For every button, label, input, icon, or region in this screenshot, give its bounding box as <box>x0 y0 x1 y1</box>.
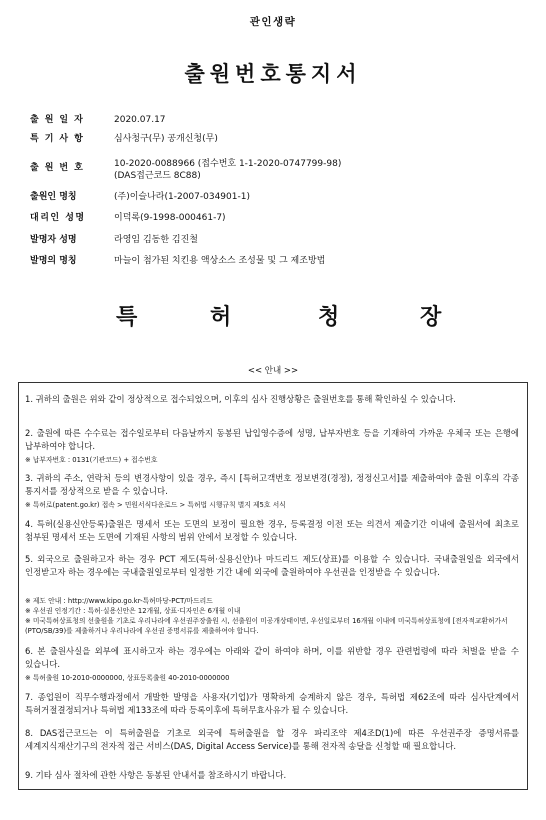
office-char: 장 <box>420 305 442 330</box>
guide-box <box>18 382 528 790</box>
header-stamp-text: 관인생략 <box>249 16 297 28</box>
field-value: 2020.07.17 <box>114 115 166 125</box>
field-label: 대리인 성명 <box>30 213 86 223</box>
guide-item: 7. 종업원이 직무수행과정에서 개발한 발명을 사용자(기업)가 명확하게 승계하지 않은 경우, 특허법 제62조에 따라 심사단계에서 특허거절결정되거나 특허법 제133조에 따라 등록이후에 특허무효사유가 될 수 있습니다. <box>25 692 519 715</box>
guide-item: 6. 본 출원사실을 외부에 표시하고자 하는 경우에는 아래와 같이 하여야 하며, 이를 위반할 경우 관련법령에 따라 처벌을 받을 수 있습니다. <box>25 646 519 669</box>
field-label: 출원번호 <box>30 163 89 173</box>
guide-item: 2. 출원에 따른 수수료는 접수일로부터 다음날까지 동봉된 납입영수증에 성명, 납부자번호 등을 기재하여 가까운 우체국 또는 은행에 납부하여야 합니다. <box>25 428 519 451</box>
field-value: 심사청구(무) 공개신청(무) <box>114 134 218 144</box>
field-label: 출원인 명칭 <box>30 192 77 202</box>
field-value: (주)이슬나라(1-2007-034901-1) <box>114 192 250 202</box>
guide-note: ※ 미국특허상표청의 선출원을 기초로 우리나라에 우선권주장출원 시, 선출원이 미공개상태이면, 우선일로부터 16개월 이내에 미국특허상표청에 [전자적교환허가서(PTO/SB/39)를 제출하거나 우리나라에 우선권 증명서류를 제출하여야 합니다. <box>25 617 508 635</box>
guide-note: ※ 우선권 인정기간 : 특허·실용신안은 12개월, 상표·디자인은 6개월 이내 <box>25 607 241 615</box>
guide-note: ※ 특허출원 10-2010-0000000, 상표등록출원 40-2010-0000000 <box>25 674 230 682</box>
field-label: 발명자 성명 <box>30 235 77 245</box>
field-value-das-code: (DAS접근코드 8C88) <box>114 171 201 181</box>
guide-item: 1. 귀하의 출원은 위와 같이 정상적으로 접수되었으며, 이후의 심사 진행상황은 출원번호를 통해 확인하실 수 있습니다. <box>25 394 456 404</box>
office-char: 특 <box>116 305 138 330</box>
field-value: 이덕록(9-1998-000461-7) <box>114 213 226 223</box>
field-label: 특기사항 <box>30 134 89 144</box>
office-char: 청 <box>318 305 340 330</box>
field-value: 마늘이 첨가된 치킨용 액상소스 조성물 및 그 제조방법 <box>114 256 326 266</box>
guide-note: ※ 제도 안내 : http://www.kipo.go.kr-특허마당-PCT/마드리드 <box>25 597 213 605</box>
guide-item: 3. 귀하의 주소, 연락처 등의 변경사항이 있을 경우, 즉시 [특허고객번호 정보변경(경정), 정정신고서]를 제출하여야 출원 이후의 각종 통지서를 정상적으로 받을 수 있습니다. <box>25 473 519 496</box>
guide-item: 5. 외국으로 출원하고자 하는 경우 PCT 제도(특허·실용신안)나 마드리드 제도(상표)를 이용할 수 있습니다. 국내출원일을 외국에서 인정받고자 하는 경우에는 국내출원일로부터 일정한 기간 내에 외국에 출원하여야 우선권을 인정받을 수 있습니다. <box>25 554 519 577</box>
guide-note: ※ 납부자번호 : 0131(기관코드) + 접수번호 <box>25 456 158 464</box>
field-value: 10-2020-0088966 (접수번호 1-1-2020-0747799-98) <box>114 159 342 169</box>
field-label: 출원일자 <box>30 115 89 125</box>
field-value: 라영임 김동한 김진철 <box>114 235 198 245</box>
guide-heading: << 안내 >> <box>247 366 299 376</box>
guide-note: ※ 특허로(patent.go.kr) 접속 > 민원서식다운로드 > 특허법 시행규칙 별지 제5호 서식 <box>25 501 286 509</box>
guide-item: 4. 특허(실용신안등록)출원은 명세서 또는 도면의 보정이 필요한 경우, 등록결정 이전 또는 의견서 제출기간 이내에 출원서에 최초로 첨부된 명세서 또는 도면에 기재된 사항의 범위 안에서 보정할 수 있습니다. <box>25 519 519 542</box>
guide-item: 9. 기타 심사 절차에 관한 사항은 동봉된 안내서를 참조하시기 바랍니다. <box>25 770 287 780</box>
field-label: 발명의 명칭 <box>30 256 77 266</box>
guide-item: 8. DAS접근코드는 이 특허출원을 기초로 외국에 특허출원을 할 경우 파리조약 제4조D(1)에 따른 우선권주장 증명서류를 세계지식재산기구의 전자적 접근 서비스(DAS, Digital Access Service)를 통해 전자적 송달을 신청할 때 필요합니다. <box>25 728 519 751</box>
office-char: 허 <box>210 305 232 330</box>
document-title: 출원번호통지서 <box>184 62 362 86</box>
office-signature <box>0 300 546 330</box>
